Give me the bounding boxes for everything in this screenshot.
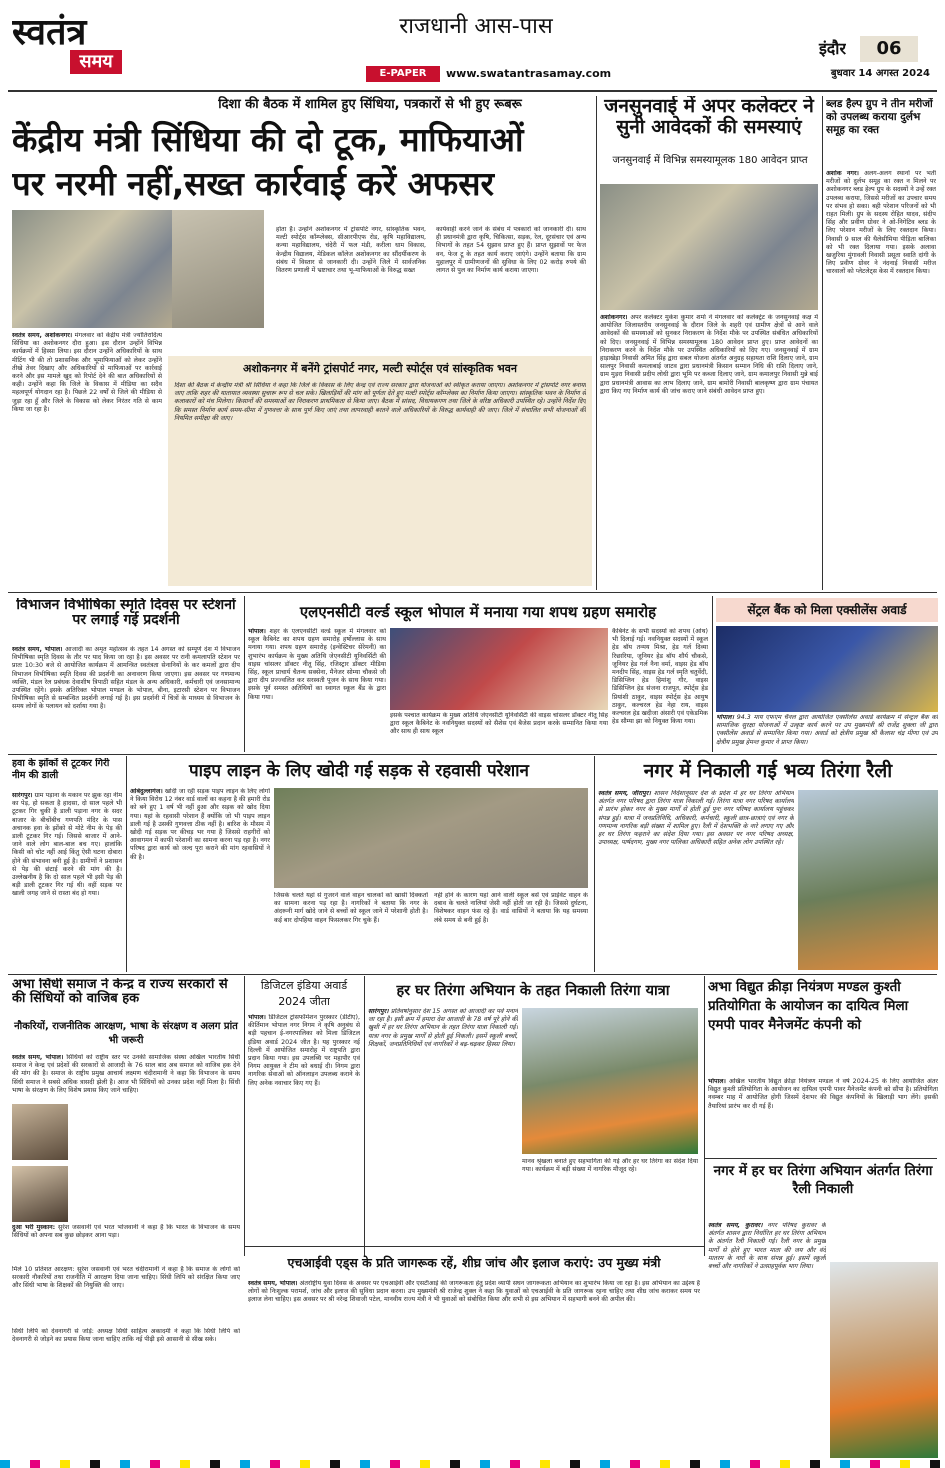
epaper-label: E-PAPER	[366, 66, 440, 82]
sindhi-byline: स्वतंत्र समय, भोपाल।	[12, 1054, 64, 1061]
jansunwai-subhead: जनसुनवाई में विभिन्न समस्यामूलक 180 आवेदन प्राप्त	[612, 155, 808, 166]
sindhi-caption	[12, 1224, 240, 1264]
rally2-headline: नगर में हर घर तिरंगा अभियान अंतर्गत तिरंगा रैली निकाली	[713, 1163, 933, 1197]
partition-headline: विभाजन विभीषिका स्मृति दिवस पर स्टेशनों पर लगाई गई प्रदर्शनी	[16, 598, 236, 629]
partition-body-text: आजादी का अमृत महोत्सव के तहत 14 अगस्त को सम्पूर्ण देश में विभाजन विभीषिका स्मृति दिवस के तौर पर याद किया जा रहा है। इस अवसर पर रानी कमलापति स्टेशन पर प्रातः 10:30 बजे से आयोजित कार्यक्रम में आमन्त्रित स्वतंत्रता सेनानियों के कर कमलों द्वारा दीप विभाजन विभीषिका स्मृति दिवस की प्रदर्शनी का अनावरण किया जाएगा। इस अवसर पर गणमान्य व्यक्ति, मंडल रेल प्रबंधक देवाशीष त्रिपाठी सहित मंडल के अन्य अधिकारी, कर्मचारी एवं जनसामान्य उपस्थित रहेंगे। इसके अतिरिक्त भोपाल मण्डल के भोपाल, बीना, इटारसी स्टेशन पर विभाजन विभीषिका स्मृति से सम्बन्धित प्रदर्शनी लगाई गई है। इस प्रदर्शनी में चित्रों के माध्यम से विभाजन के समय लोगों के पलायन को दर्शाया गया है।	[12, 646, 240, 711]
pipeline-body-1-text: खोदी जा रही सड़क पाइप लाइन के लिए लोगों ने किया विरोध 12 नंबर वार्ड वालों का कहना है की हमारी रोड को बने हुए 1 वर्ष भी नहीं हुआ और सड़क को खोद दिया गया। यहां के रहवासी परेशान हैं क्योंकि जो भी पाइप लाइन डाली गई है उसकी गुणवत्ता ठीक नहीं है। बारिश के मौसम में खोदी गई सड़क पर कीचड़ भर गया है जिससे राहगीरों को आवागमन में काफी परेशानी का सामना करना पड़ रहा है। नगर परिषद द्वारा कार्य को जल्द पूरा कराने की मांग रहवासियों ने की है।	[130, 788, 270, 861]
rally-photo	[798, 790, 938, 970]
bloodhelp-body	[826, 170, 936, 588]
digital-body	[248, 1014, 360, 1236]
site-url[interactable]: www.swatantrasamay.com	[446, 67, 612, 80]
rally-byline: स्वतंत्र समय, जीरापुर।	[598, 790, 651, 797]
central-bank-photo	[716, 626, 938, 712]
jansunwai-byline: अशोकनगर।	[600, 314, 628, 321]
lead-headline-2: पर नरमी नहीं,सख्त कार्रवाई करें अफसर	[12, 164, 495, 203]
digital-byline: भोपाल।	[248, 1014, 266, 1021]
lnct-photo	[390, 628, 608, 710]
digital-headline: डिजिटल इंडिया अवार्ड 2024 जीता	[260, 979, 348, 1008]
column-rule	[364, 976, 365, 1256]
lead-byline: स्वतंत्र समय, अशोकनगर।	[12, 332, 73, 339]
digital-body-text: डिजिटल ट्रांसफॉर्मेशन पुरस्कार (डीटीए), कीर्तिमान भोपाल नगर निगम ने कृषि अनुबंध से बड़ी पहचान ई-नगरपालिका को मिला डिजिटल इंडिया अवार्ड 2024 जीत है। यह पुरस्कार नई दिल्ली में आयोजित समारोह में राष्ट्रपति द्वारा प्रदान किया गया। इस उपलब्धि पर महापौर एवं निगम आयुक्त ने टीम को बधाई दी। निगम द्वारा नागरिक सेवाओं को ऑनलाइन उपलब्ध कराने के लिए अनेक नवाचार किए गए हैं।	[248, 1014, 360, 1087]
page-number: 06	[860, 36, 918, 62]
sindhi-body-text: सिंधियों को राष्ट्रीय स्तर पर उनकी सामाजिक संस्था अखिल भारतीय सिंधी समाज ने केन्द्र एवं प्रदेशों की सरकारों से आजादी के 76 साल बाद अब समाज को वाजिब हक देने की मांग की है। समाज के राष्ट्रीय प्रमुख आचार्य लक्ष्मण चंदीरामानी ने कहा कि विभाजन के समय सिंधी समाज ने सबसे अधिक त्रासदी झेली है। आज भी सिंधियों को उनका प्रदेश नहीं मिला है। सिंधी भाषा के संरक्षण के लिए विशेष प्रयास किए जाने चाहिए।	[12, 1054, 240, 1094]
jansunwai-headline: जनसुनवाई में अपर कलेक्टर ने सुनी आवेदकों की समस्याएं	[604, 96, 814, 138]
rally-body-text: शासन निर्देशानुसार देश के प्रदेश में हर घर तिरंगा अभियान अंतर्गत नगर परिषद द्वारा तिरंगा यात्रा निकाली गई। तिरंगा यात्रा नगर परिषद कार्यालय से प्रारंभ होकर नगर के मुख्य मार्गों से होती हुई पुनः नगर परिषद कार्यालय पहुंचकर संपन्न हुई। यात्रा में जनप्रतिनिधि, अधिकारी, कर्मचारी, स्कूली छात्र-छात्राएं एवं नगर के गणमान्य नागरिक बड़ी संख्या में शामिल हुए। रैली में देशभक्ति के नारे लगाए गए और हर घर तिरंगा फहराने का संदेश दिया गया। इस अवसर पर नगर परिषद अध्यक्ष, उपाध्यक्ष, पार्षदगण, मुख्य नगर पालिका अधिकारी सहित अनेक लोग उपस्थित रहे।	[598, 790, 794, 847]
lnct-body-1-text: शहर के एलएनसीटी वर्ल्ड स्कूल में मंगलवार को स्कूल कैबिनेट का शपथ ग्रहण समारोह हर्षोल्लास के साथ मनाया गया। शपथ ग्रहण समारोह (इन्वेस्टिचर सेरेमनी) का शुभारंभ कार्यक्रम के मुख्य अतिथि जेएनसीटी यूनिवर्सिटी की वाइस चांसलर डॉक्टर नीतू सिंह, रजिस्ट्रार डॉक्टर मीडिया सिंह, स्कूल प्राचार्य चैतन्य सक्सेना, मैनेजर सोम्या चौकसे जी द्वारा दीप प्रज्ज्वलित कर सरस्वती पूजन के साथ किया गया। इसके पूर्व समस्त अतिथियों का स्वागत स्कूल बैंड के द्वारा किया गया।	[248, 628, 386, 701]
pipeline-body-2: जिसके चलते यहां से गुजरने वाले वाहन चालकों को खासी दिक्कतों का सामना करना पड़ रहा है। नागरिकों ने बताया कि नगर के अंदरूनी मार्ग खोदे जाने से बच्चों को स्कूल जाने में परेशानी होती है। कई बार दोपहिया वाहन फिसलकर गिर चुके हैं।	[274, 892, 428, 924]
column-rule	[712, 596, 713, 752]
sindhi-subhead: नौकरियों, राजनीतिक आरक्षण, भाषा के संरक्षण व अलग प्रांत भी जरूरी	[14, 1021, 238, 1046]
rally2-byline: स्वतंत्र समय, कुरावर।	[708, 1222, 763, 1229]
city-label: इंदौर	[818, 39, 846, 58]
logo-bottom: समय	[70, 50, 122, 74]
pipeline-body-1	[130, 788, 270, 970]
bloodhelp-headline: ब्लड हैल्प ग्रुप ने तीन मरीजों को उपलब्ध कराया दुर्लभ समूह का रक्त	[826, 98, 933, 136]
jansunwai-photo	[600, 184, 818, 310]
lead-subbody: दिशा की बैठक में केन्द्रीय मंत्री श्री सिंधिया ने कहा कि जिले के विकास के लिए केन्द्र एवं राज्य सरकार द्वारा योजनाओं को स्वीकृत कराया जाएगा। अशोकनगर में ट्रांसपोर्ट नगर बनाया जाए ताकि शहर की यातायात व्यवस्था सुचारू रूप से चल सके। खिलाड़ियों की मांग को पूर्णता देते हुए मल्टी स्पोर्ट्स कॉम्प्लेक्स का निर्माण किया जाएगा। सांस्कृतिक भवन के निर्माण से कलाकारों को मंच मिलेगा। किसानों की समस्याओं का निराकरण प्राथमिकता से किया जाए। बैठक में सांसद, विधायकगण तथा जिले के वरिष्ठ अधिकारी उपस्थित रहे। उन्होंने निर्देश दिए कि समस्त निर्माण कार्य समय-सीमा में गुणवत्ता के साथ पूर्ण किए जाएं तथा लापरवाही बरतने वाले अधिकारियों के विरुद्ध कार्यवाही की जाए। जिले में संचालित सभी योजनाओं की नियमित समीक्षा की जाए।	[174, 382, 586, 422]
pipeline-headline: पाइप लाइन के लिए खोदी गई सड़क से रहवासी परेशान	[189, 761, 529, 781]
bloodhelp-byline: अशोक नगर।	[826, 170, 859, 177]
kushti-byline: भोपाल।	[708, 1078, 726, 1085]
rally2-body	[708, 1222, 826, 1458]
jansunwai-body-text: अपर कलेक्टर मुकेश कुमार शर्मा ने मंगलवार को कलेक्ट्रेट के जनसुनवाई कक्ष में आयोजित जिलास्तरीय जनसुनवाई के दौरान जिले के शहरी एवं ग्रामीण क्षेत्रों से आने वाले आवेदकों की समस्याओं को सुनकर निराकरण के निर्देश मौके पर उपस्थित संबंधित अधिकारियों को दिए। जनसुनवाई में विभिन्न समस्यामूलक 180 आवेदन प्राप्त हुए। प्राप्त आवेदनों का निराकरण करने के निर्देश मौके पर उपस्थित अधिकारियों को दिए गए। जनसुनवाई में ग्राम हाड़ाखेड़ा निवासी अमित सिंह द्वारा सबल योजना अंतर्गत अनुग्रह सहायता राशि दिलाए जाने, ग्राम सालपुर निवासी कमलाबाई जाटव द्वारा प्रधानमंत्री किसान सम्मान निधि की राशि दिलाए जाने, ग्राम मुड़रा निवासी प्रदीप लोधी द्वारा भूमि पर कब्जा दिलाए जाने, ग्राम कमालपुर निवासी मुन्ने बाई द्वारा प्रधानमंत्री आवास का लाभ दिलाए जाने, ग्राम बामोरी निवासी बालकृष्ण द्वारा ग्राम पंचायत द्वारा किए गए निर्माण कार्य की जांच कराए जाने संबंधी आवेदन प्राप्त हुए।	[600, 314, 818, 395]
sindhi-portrait-1	[12, 1104, 68, 1160]
issue-date: बुधवार 14 अगस्त 2024	[830, 68, 930, 79]
partition-byline: स्वतंत्र समय, भोपाल।	[12, 646, 63, 653]
lead-body-1	[12, 332, 162, 572]
lead-subbox	[168, 356, 592, 586]
kushti-body	[708, 1078, 938, 1154]
jansunwai-body	[600, 314, 818, 588]
sindhi-body-2: मिले 10 प्रतिशत आरक्षण: सुरेश जसवानी एवं भरत चंदीरामानी ने कहा है कि समाज के लोगों को सरकारी नौकरियों तथा राजनीति में आरक्षण दिया जाना चाहिए। सिंधी लिपि को संरक्षित किया जाए और सिंधी भाषा के शिक्षकों की नियुक्ति की जाए।	[12, 1266, 240, 1290]
logo	[12, 6, 122, 84]
aids-body	[248, 1280, 700, 1456]
rally-headline: नगर में निकाली गई भव्य तिरंगा रैली	[643, 760, 893, 782]
neem-headline: हवा के झोंकों से टूटकर गिरी नीम की डाली	[12, 758, 110, 781]
lead-kicker: दिशा की बैठक में शामिल हुए सिंधिया, पत्रकारों से भी हुए रूबरू	[218, 97, 522, 112]
pipeline-photo	[274, 788, 588, 888]
kushti-headline: अभा विद्युत क्रीड़ा नियंत्रण मण्डल कुश्ती प्रतियोगिता के आयोजन का दायित्व मिला एमपी पावर मैनेजमेंट कंपनी को	[708, 979, 909, 1033]
column-rule	[822, 96, 823, 590]
tiranga-yatra-photo	[522, 1008, 698, 1154]
lnct-body-3: कैबिनेट के सभी सदस्यों को शपथ (ओथ) भी दिलाई गई। नवनियुक्त सदस्यों में स्कूल हेड बॉय तन्मय मिश्रा, हेड गर्ल दिव्या रिछारिया, जूनियर हेड बॉय शौर्य चौकसे, जूनियर हेड गर्ल नैना वर्मा, वाइस हेड बॉय मनदीप सिंह, वाइस हेड गर्ल स्मृति चतुर्वेदी, डिसिप्लिन हेड हिमांशु गौर, वाइस डिसिप्लिन हेड संजना राजपूत, स्पोर्ट्स हेड प्रियांशी ठाकुर, वाइस स्पोर्ट्स हेड आयुष ठाकुर, कल्चरल हेड नेहा राय, वाइस कल्चरल हेड खदीजा अंसारी एवं एकेडमिक हेड सौम्या झा को नियुक्त किया गया।	[612, 628, 708, 726]
lead-body-2: होता है। उन्होंने अशोकनगर में ट्रांसपोर्ट नगर, सांस्कृतिक भवन, मल्टी स्पोर्ट्स कॉम्प्लेक्स, सीआरपीएफ रोड, कृषि महाविद्यालय, कन्या महाविद्यालय, चंदेरी में फल मंडी, करीला धाम विकास, केन्द्रीय विद्यालय, मेडिकल कॉलेज अशोकनगर का सौंदर्यीकरण के संबंध में विस्तार से जानकारी दी। उन्होंने जिले में सार्वजनिक वितरण प्रणाली में भ्रष्टाचार तथा भू-माफियाओं के विरुद्ध सख्त	[276, 226, 426, 275]
color-registration-bar	[0, 1460, 945, 1468]
sindhi-headline: अभा सिंधी समाज ने केन्द्र व राज्य सरकारों से की सिंधियों को वाजिब हक	[12, 978, 228, 1007]
column-rule	[594, 756, 595, 972]
column-rule	[126, 756, 127, 972]
central-bank-body	[716, 714, 938, 752]
sindhi-caption-title: दुआ भरी मुस्कान:	[12, 1224, 56, 1231]
lead-body-1-text: मंगलवार को केंद्रीय मंत्री ज्योतिरादित्य सिंधिया का अशोकनगर दौरा हुआ। इस दौरान उन्होंने विभिन्न कार्यक्रमों में हिस्सा लिया। इस दौरान उन्होंने अधिकारियों के साथ मीटिंग भी की तो प्रशासनिक और भूमाफियाओं को लेकर उन्होंने तीखे तेवर दिखाए और अधिकारियों से माफियाओं पर कार्रवाई करने और इस मामले खुद को रिपोर्ट देने की बात अधिकारियों से कही। उन्होंने कहा कि जिले के विकास में मीडिया का सदैव महत्वपूर्ण योगदान रहा है। पिछले 22 वर्षों से जिले की मीडिया से जुड़ा रहा हूँ और जिले के विकास को लेकर निरंतर गति से काम किया जा रहा है।	[12, 332, 162, 413]
central-bank-byline: भोपाल।	[716, 714, 734, 721]
tiranga-yatra-headline: हर घर तिरंगा अभियान के तहत निकाली तिरंगा यात्रा	[396, 983, 670, 999]
tiranga-yatra-body	[368, 1008, 518, 1244]
lead-subhead: अशोकनगर में बनेंगे ट्रांसपोर्ट नगर, मल्टी स्पोर्ट्स एवं सांस्कृतिक भवन	[243, 362, 517, 375]
neem-body	[12, 792, 122, 970]
column-rule	[244, 596, 245, 752]
rally-body	[598, 790, 794, 970]
row-rule	[704, 1158, 937, 1159]
aids-body-text: अंतर्राष्ट्रीय युवा दिवस के अवसर पर एचआईवी और एसटीआई की जागरूकता हेतु प्रदेश व्यापी सघन जागरूकता अभियान का शुभारंभ किया जा रहा है। इस अभियान का उद्देश्य है लोगों को निःशुल्क परामर्श, जांच और इलाज की सुविधा प्रदान करना। उप मुख्यमंत्री श्री राजेन्द्र शुक्ल ने कहा कि युवाओं को एचआईवी के प्रति जागरूक रहना चाहिए तथा शीघ्र जांच कराकर समय पर इलाज लेना चाहिए। इस अवसर पर श्री नरेन्द्र शिवाजी पटेल, मानवीय राज्य मंत्री ने भी युवाओं को संबोधित किया और सभी से इस अभियान में सहभागी बनने की अपील की।	[248, 1280, 700, 1304]
tiranga-yatra-byline: सारंगपुर।	[368, 1008, 389, 1015]
column-rule	[596, 96, 597, 590]
partition-body	[12, 646, 240, 750]
masthead	[0, 0, 945, 92]
kushti-body-text: अखिल भारतीय विद्युत क्रीड़ा नियंत्रण मण्डल ने वर्ष 2024-25 के लिए आयोजित अंतर विद्युत कुश्ती प्रतियोगिता के आयोजन का दायित्व एमपी पावर मैनेजमेंट कंपनी को सौंपा है। प्रतियोगिता नवम्बर माह में आयोजित होगी जिसमें देशभर की विद्युत कंपनियों के खिलाड़ी भाग लेंगे। इसकी तैयारियां प्रारंभ कर दी गई हैं।	[708, 1078, 938, 1110]
neem-byline: सारंगपुर।	[12, 792, 33, 799]
tiranga-yatra-caption: मानव श्रृंखला बनाते हुए सहभागिता की गई और हर घर तिरंगा का संदेश दिया गया। कार्यक्रम में बड़ी संख्या में नागरिक मौजूद रहे।	[522, 1158, 698, 1174]
row-rule	[244, 1246, 704, 1247]
column-rule	[244, 976, 245, 1256]
lead-body-3: कार्यवाही करने जाने के संबंध में पत्रकारों को जानकारी दी। साथ ही प्रधानमंत्री द्वारा कृषि, चिकित्सा, सड़क, रेल, दूरसंचार एवं अन्य विभागों के तहत 54 सुझाव प्राप्त हुए हैं। प्राप्त सुझावों पर फेज वन, फेज टू के तहत कार्य कराए जाएंगे। उन्होंने बताया कि ग्राम मुहालपुर में ग्रामीणजनों की सुविधा के लिए 02 करोड़ रुपये की लागत से पुल का निर्माण कार्य कराया जाएगा।	[436, 226, 586, 275]
row-rule	[8, 974, 937, 975]
rally2-body-text: नगर परिषद कुरावर के अंतर्गत शासन द्वारा निर्धारित हर घर तिरंगा अभियान के अंतर्गत रैली निकाली गई। रैली नगर के प्रमुख मार्गों से होते हुए भारत माता की जय और वंदे मातरम के नारों के साथ संपन्न हुई। इसमें स्कूली बच्चों और नागरिकों ने उत्साहपूर्वक भाग लिया।	[708, 1222, 826, 1271]
tiranga-yatra-body-text: प्रतिवर्षानुसार देश 15 अगस्त को आजादी का पर्व मनाने जा रहा है। इसी क्रम में हमारा देश आजादी के 78 वर्ष पूरे होने की खुशी में हर घर तिरंगा अभियान के तहत तिरंगा यात्रा निकाली गई। यात्रा नगर के प्रमुख मार्गों से होती हुई निकली। इसमें स्कूली बच्चों, शिक्षकों, जनप्रतिनिधियों एवं नागरिकों ने बढ़-चढ़कर हिस्सा लिया।	[368, 1008, 518, 1048]
neem-body-text: ग्राम पड़ाना के मकान पर झुक रहा नीम का पेड़, हो सकता है हादसा, दो साल पहले भी टूटकर गिर चुकी है डाली पड़ाना नगर के सदर बाजार के बीचोंबीच गणपति मंदिर के पास अचानक हवा के झोंको से मोटे नीम के पेड़ की डाली टूटकर गिर गई। जिससे बाजार में आने-जाने वाले लोग बाल-बाल बच गए। हालांकि किसी को चोट नहीं आई किंतु ऐसी घटना दोबारा होने की संभावना बनी हुई है। ग्रामीणों ने प्रशासन से पेड़ की छंटाई करने की मांग की है। उल्लेखनीय है कि दो साल पहले भी इसी पेड़ की बड़ी डाली टूटकर गिर गई थी। वहीं सड़क पर खाली जगह जाने से रास्ता बंद हो गया।	[12, 792, 122, 898]
aids-byline: स्वतंत्र समय, भोपाल।	[248, 1280, 298, 1287]
pipeline-body-3: नहीं होने के कारण यहां आने वाली स्कूल बसें एवं प्राईवेट वाहन के दबाव के चलते नालियां जेसी नहीं होती जा रही है। जिससे दुर्घटना, विशेषकर वाहन फंस रहे हैं। वार्ड वासियों ने बताया कि यह समस्या लंबे समय से बनी हुई है।	[434, 892, 588, 924]
lnct-byline: भोपाल।	[248, 628, 266, 635]
masthead-rule	[8, 90, 937, 92]
lead-photo-center	[172, 210, 264, 328]
aids-headline: एचआईवी एड्स के प्रति जागरूक रहें, शीघ्र जांच और इलाज कराएं: उप मुख्य मंत्री	[287, 1255, 661, 1270]
lead-headline-1: केंद्रीय मंत्री सिंधिया की दो टूक, माफियाओं	[12, 120, 524, 159]
sindhi-portrait-2	[12, 1166, 68, 1222]
pipeline-byline: ओबेदुल्लागंज।	[130, 788, 163, 795]
central-bank-body-text: 94.3 माय एफएम चैनल द्वारा आयोजित एक्सीलेंस अवार्ड कार्यक्रम में सेन्ट्रल बैंक को सामाजिक सुरक्षा योजनाओं में उत्कृष्ट कार्य करने पर उप मुख्यमंत्री श्री राजेंद्र शुक्ला जी द्वारा एक्सीलेंस अवार्ड से सम्मानित किया गया। अवार्ड को क्षेत्रीय प्रमुख श्री कैलाश चंद्र मीणा एवं उप क्षेत्रीय प्रमुख हेमन्त कुमार ने प्राप्त किया।	[716, 714, 938, 746]
logo-top: स्वतंत्र	[12, 12, 87, 50]
rally2-photo	[830, 1262, 938, 1458]
lead-photo-left	[12, 210, 172, 328]
lnct-body-1	[248, 628, 386, 750]
sindhi-caption-text: सुरेश जसवानी एवं भरत भोजवानी ने कहा है कि भारत के विभाजन के समय सिंधियों को अपना सब कुछ छोड़कर आना पड़ा।	[12, 1224, 240, 1240]
column-rule	[704, 976, 705, 1256]
row-rule	[8, 754, 937, 755]
lnct-body-2: इसके पश्चात कार्यक्रम के मुख्य अतिथि जेएनसीटी यूनिवर्सिटी की वाइस चांसलर डॉक्टर नीतू सिंह द्वारा स्कूल कैबिनेट के नवनियुक्त सदस्यों को सैशेस एवं बैजेस प्रदान करके सम्मानित किया गया और साथ ही साथ स्कूल	[390, 712, 608, 736]
row-rule	[8, 592, 937, 593]
section-title: राजधानी आस-पास	[399, 14, 553, 39]
sindhi-body-3: सिंधी लिपि को देवनागरी से जोड़ें: अध्यक्ष सिंधी साहित्य अकादमी ने कहा कि सिंधी लिपि को देवनागरी से जोड़ने का प्रयास किया जाना चाहिए ताकि नई पीढ़ी इसे आसानी से सीख सके।	[12, 1328, 240, 1344]
central-bank-headline: सेंट्रल बैंक को मिला एक्सीलेंस अवार्ड	[716, 598, 938, 622]
lnct-headline: एलएनसीटी वर्ल्ड स्कूल भोपाल में मनाया गया शपथ ग्रहण समारोह	[299, 603, 657, 621]
bloodhelp-body-text: अलग-अलग स्थानों पर भर्ती मरीजों को दुर्लभ समूह का रक्त न मिलने पर अशोकनगर ब्लड हेल्प ग्रुप के सदस्यों ने उन्हें रक्त उपलब्ध कराया, जिससे मरीजों का उपचार समय पर संभव हो सका। बही परेशान परिजनों को भी राहत मिली। ग्रुप के सदस्य रोहित यादव, संदीप सिंह और प्रवीण ग्रोवर ने ओ-निगेटिव ब्लड के लिए परेशान मरीजों के लिए रक्तदान किया। निवासी 9 साल की थैलेसीमिया पीड़िता बालिका को भी रक्त दिलाया गया। इसके अलावा खजुरिया मुंगावली निवासी प्रसूता स्वाति दांगी के लिए प्रवीण ग्रोवर ने नंदनाई निवासी मरीज चारवालों को प्लेटलेट्स केस में रक्तदान किया।	[826, 170, 936, 276]
